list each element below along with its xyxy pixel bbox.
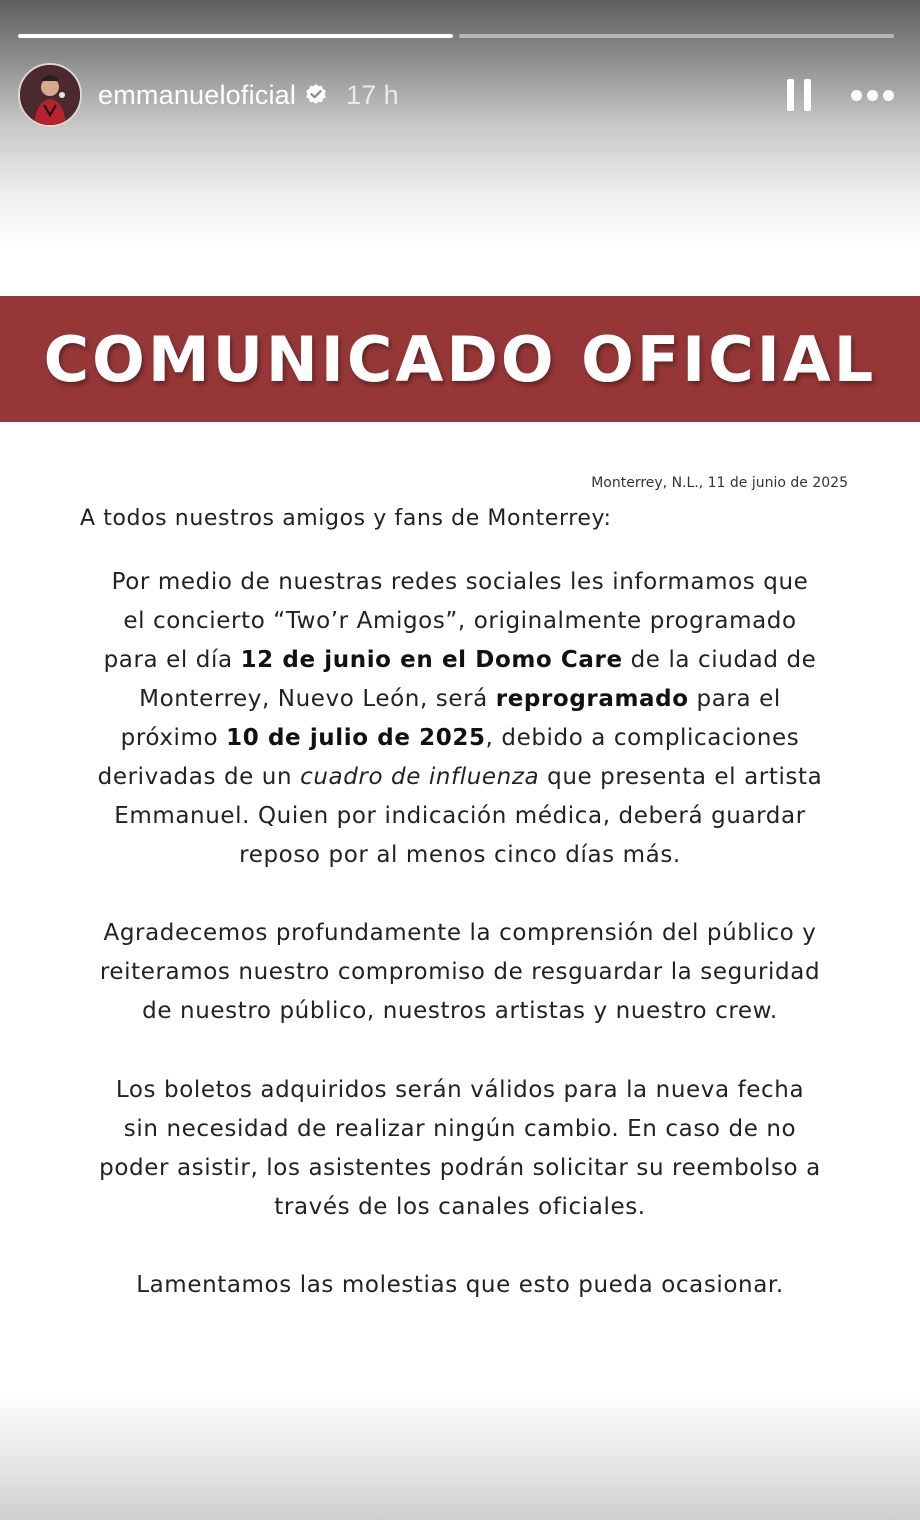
text-run: para el	[688, 686, 781, 712]
text-line: Los boletos adquiridos serán válidos para la nueva fecha	[115, 1077, 805, 1103]
original-date-venue: 12 de junio en el Domo Care	[240, 647, 623, 673]
rescheduled-emphasis: reprogramado	[495, 686, 689, 712]
story-header	[18, 62, 894, 128]
text-line: reiteramos nuestro compromiso de resguardar la seguridad	[99, 959, 821, 985]
text-line: Por medio de nuestras redes sociales les informamos que	[111, 569, 809, 595]
text-run: para el día	[103, 647, 241, 673]
text-line: Agradecemos profundamente la comprensión del público y	[103, 920, 817, 946]
dateline: Monterrey, N.L., 11 de junio de 2025	[591, 475, 848, 491]
text-run: derivadas de un	[97, 764, 301, 790]
paragraph-tickets	[70, 1071, 850, 1227]
footer-scrim	[0, 1390, 920, 1520]
paragraph-thanks	[70, 914, 850, 1031]
text-run: de la ciudad de	[622, 647, 817, 673]
progress-segment-2	[459, 34, 894, 38]
post-timestamp: 17 h	[346, 79, 399, 110]
pause-bar-right	[804, 79, 811, 111]
text-run: que presenta el artista	[539, 764, 823, 790]
greeting: A todos nuestros amigos y fans de Monterrey:	[80, 506, 612, 531]
banner-title: COMUNICADO OFICIAL	[43, 322, 877, 396]
illness-emphasis: cuadro de influenza	[300, 764, 540, 790]
text-line	[70, 641, 850, 680]
more-dot	[867, 90, 878, 101]
text-line: Emmanuel. Quien por indicación médica, deberá guardar	[114, 803, 806, 829]
progress-fill-1	[18, 34, 453, 38]
text-line	[70, 758, 850, 797]
text-line	[70, 680, 850, 719]
profile-avatar[interactable]	[18, 63, 82, 127]
text-line: poder asistir, los asistentes podrán solicitar su reembolso a	[99, 1155, 821, 1181]
text-run: , debido a complicaciones	[485, 725, 800, 751]
more-dot	[851, 90, 862, 101]
username[interactable]: emmanueloficial	[98, 79, 297, 110]
announcement-banner	[0, 296, 920, 422]
text-line: Lamentamos las molestias que esto pueda ocasionar.	[136, 1272, 784, 1298]
text-line: sin necesidad de realizar ningún cambio. En caso de no	[123, 1116, 797, 1142]
avatar-photo-icon	[20, 65, 80, 125]
paragraph-announcement	[70, 563, 850, 875]
text-line: través de los canales oficiales.	[274, 1194, 646, 1220]
new-date: 10 de julio de 2025	[226, 725, 486, 751]
paragraph-closing	[70, 1266, 850, 1305]
pause-bar-left	[787, 79, 794, 111]
story-controls	[787, 79, 894, 111]
more-dot	[883, 90, 894, 101]
progress-segment-1	[18, 34, 453, 38]
more-options-icon[interactable]	[851, 84, 894, 107]
text-run: Monterrey, Nuevo León, será	[139, 686, 496, 712]
text-line: reposo por al menos cinco días más.	[239, 842, 681, 868]
text-line	[70, 719, 850, 758]
story-progress-bar	[18, 34, 894, 39]
text-run: próximo	[120, 725, 227, 751]
text-line: de nuestro público, nuestros artistas y nuestro crew.	[142, 998, 778, 1024]
verified-badge-icon	[304, 83, 328, 107]
text-line: el concierto “Two’r Amigos”, originalmente programado	[123, 608, 797, 634]
pause-icon[interactable]	[787, 79, 811, 111]
